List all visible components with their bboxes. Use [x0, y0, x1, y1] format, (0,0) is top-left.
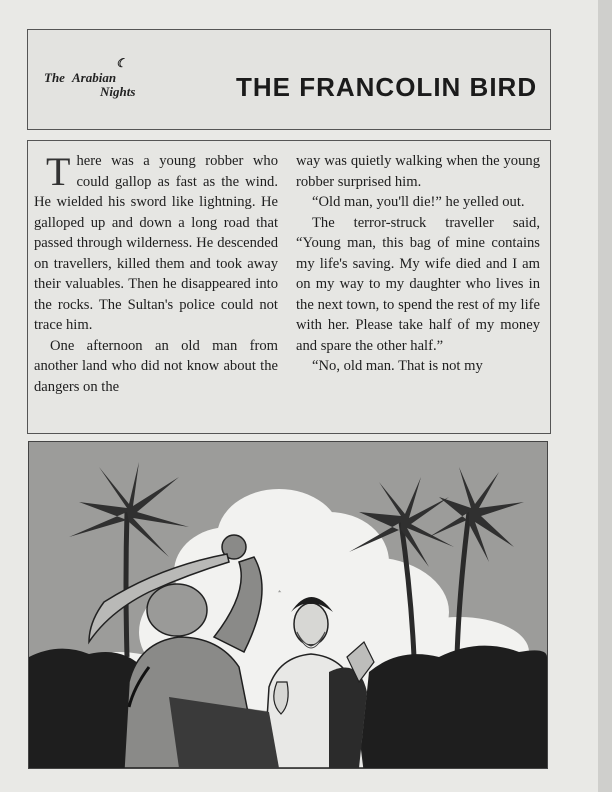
crescent-icon: ☾: [116, 56, 127, 70]
paragraph: One afternoon an old man from another land who did not know about the dangers on the: [34, 337, 278, 395]
paragraph: The terror-struck traveller said, “Young man, this bag of mine contains my life's saving. My wife died and I am on my way to my daughter who lives in the next town, to spend the rest of my life with her. Please take half of my money and spare the other half.”: [296, 214, 540, 354]
logo-arabian-text: Arabian: [72, 70, 117, 85]
story-illustration: [28, 441, 548, 769]
illustration-svg: [29, 442, 547, 768]
paragraph-text: here was a young robber who could gallop as fast as the wind. He wielded his sword like lightning. He galloped up and down a long road that passed through wilderness. He descended on travellers, killed them and took away their valuables. Then he disappeared into the rocks. The Sultan's police could not trace him.: [34, 153, 278, 333]
drop-cap: T: [46, 149, 71, 194]
right-column: [296, 151, 540, 377]
paragraph: way was quietly walking when the young robber surprised him.: [296, 153, 540, 190]
paragraph: [34, 151, 278, 336]
story-text-box: [27, 140, 551, 434]
story-header: [27, 29, 551, 130]
page-edge-shadow: [598, 0, 612, 792]
logo-the-text: The: [44, 70, 65, 85]
story-title: THE FRANCOLIN BIRD: [236, 72, 538, 102]
arabian-nights-logo: [44, 56, 164, 100]
left-column: [34, 151, 278, 397]
logo-nights-text: Nights: [100, 84, 136, 99]
paragraph: “Old man, you'll die!” he yelled out.: [312, 194, 525, 210]
paragraph: “No, old man. That is not my: [312, 358, 483, 374]
